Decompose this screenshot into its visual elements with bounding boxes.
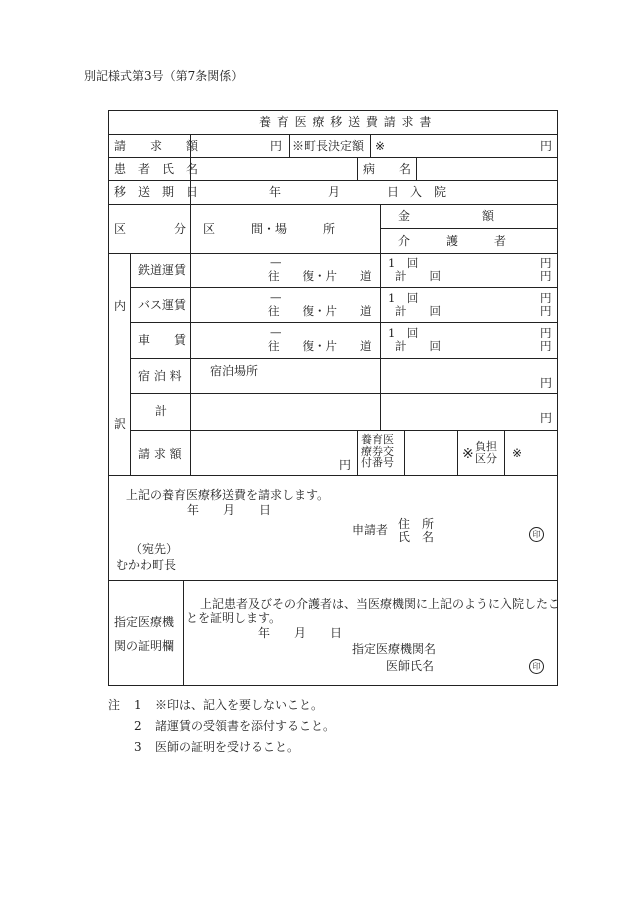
transfer-date-label: 移 送 期 日 bbox=[114, 185, 199, 199]
lodging-place-label: 宿泊場所 bbox=[210, 364, 259, 378]
claim-date: 年 月 日 bbox=[187, 503, 272, 517]
yen-unit: 円 bbox=[540, 139, 553, 153]
once-label: 1 回 bbox=[388, 291, 419, 305]
seal-text: 印 bbox=[532, 662, 541, 671]
bus-fare-label: バス運賃 bbox=[138, 298, 187, 312]
day-label: 日 bbox=[387, 185, 400, 199]
total-times-label: 計 回 bbox=[395, 304, 441, 318]
yen-unit: 円 bbox=[540, 256, 552, 270]
breakdown-label-bottom: 訳 bbox=[114, 417, 127, 431]
institution-name-label: 指定医療機関名 bbox=[352, 642, 437, 656]
total-times-label: 計 回 bbox=[395, 269, 441, 283]
disease-label: 病 名 bbox=[363, 162, 412, 176]
patient-name-label: 患 者 氏 名 bbox=[114, 162, 199, 176]
hospitalization-label: 入 院 bbox=[410, 185, 447, 199]
amount-label: 金 額 bbox=[398, 209, 495, 223]
form-number: 別記様式第3号（第7条関係） bbox=[84, 69, 244, 83]
form-title: 養 育 医 療 移 送 費 請 求 書 bbox=[259, 115, 433, 129]
caregiver-label: 介 護 者 bbox=[398, 234, 507, 248]
certification-text-1: 上記患者及びその介護者は、当医療機関に上記のように入院したこ bbox=[200, 597, 561, 611]
note-text: 諸運賃の受領書を添付すること。 bbox=[155, 719, 336, 733]
roundtrip-oneway: 往 復・片 道 bbox=[268, 269, 372, 283]
mayor-decided-amount-label: ※町長決定額 bbox=[292, 139, 365, 153]
burden-category-label: 負担区分 bbox=[475, 440, 497, 465]
dash-mark: — bbox=[270, 255, 282, 269]
once-label: 1 回 bbox=[388, 326, 419, 340]
address-label: 住 所 bbox=[398, 517, 435, 531]
certification-label-1: 指定医療機 bbox=[114, 615, 175, 629]
yen-unit: 円 bbox=[540, 326, 552, 340]
certification-date: 年 月 日 bbox=[258, 626, 343, 640]
year-label: 年 bbox=[269, 185, 282, 199]
not-required-mark: ※ bbox=[462, 446, 474, 462]
certification-text-2: とを証明します。 bbox=[186, 611, 282, 625]
total-times-label: 計 回 bbox=[395, 339, 441, 353]
note-text: ※印は、記入を要しないこと。 bbox=[155, 698, 324, 712]
yen-unit: 円 bbox=[339, 458, 352, 472]
roundtrip-oneway: 往 復・片 道 bbox=[268, 339, 372, 353]
breakdown-label-top: 内 bbox=[114, 299, 127, 313]
notes-prefix: 注 bbox=[108, 698, 121, 712]
addressee-mayor: むかわ町長 bbox=[116, 558, 177, 572]
claim-row-label: 請 求 額 bbox=[138, 447, 182, 461]
dash-mark: — bbox=[270, 290, 282, 304]
month-label: 月 bbox=[328, 185, 341, 199]
claim-statement: 上記の養育医療移送費を請求します。 bbox=[126, 488, 330, 502]
doctor-name-label: 医師氏名 bbox=[386, 659, 435, 673]
addressee-label: （宛先） bbox=[130, 542, 179, 556]
yen-unit: 円 bbox=[270, 139, 283, 153]
seal-text: 印 bbox=[532, 530, 541, 539]
once-label: 1 回 bbox=[388, 256, 419, 270]
subtotal-label: 計 bbox=[155, 404, 168, 418]
yen-unit: 円 bbox=[540, 291, 552, 305]
claim-amount-label: 請 求 額 bbox=[114, 139, 199, 153]
certification-label-2: 関の証明欄 bbox=[114, 639, 175, 653]
yen-unit: 円 bbox=[540, 376, 553, 390]
seal-mark bbox=[529, 659, 544, 674]
not-required-mark: ※ bbox=[512, 446, 523, 460]
lodging-fee-label: 宿 泊 料 bbox=[138, 369, 182, 383]
applicant-label: 申請者 bbox=[352, 523, 389, 537]
roundtrip-oneway: 往 復・片 道 bbox=[268, 304, 372, 318]
category-label: 区 分 bbox=[114, 222, 187, 236]
yen-unit: 円 bbox=[540, 411, 553, 425]
yen-unit: 円 bbox=[540, 304, 552, 318]
medical-ticket-number-label: 養育医療券交付番号 bbox=[361, 433, 394, 470]
yen-unit: 円 bbox=[540, 269, 552, 283]
rail-fare-label: 鉄道運賃 bbox=[138, 263, 187, 277]
section-place-label: 区 間・場 所 bbox=[203, 222, 336, 236]
dash-mark: — bbox=[270, 325, 282, 339]
note-number: 3 bbox=[134, 740, 142, 754]
seal-mark bbox=[529, 527, 544, 542]
note-text: 医師の証明を受けること。 bbox=[155, 740, 300, 754]
yen-unit: 円 bbox=[540, 339, 552, 353]
car-fare-label: 車 賃 bbox=[138, 333, 187, 347]
note-number: 1 bbox=[134, 698, 142, 712]
name-label: 氏 名 bbox=[398, 530, 435, 544]
not-required-mark: ※ bbox=[375, 139, 386, 153]
note-number: 2 bbox=[134, 719, 142, 733]
